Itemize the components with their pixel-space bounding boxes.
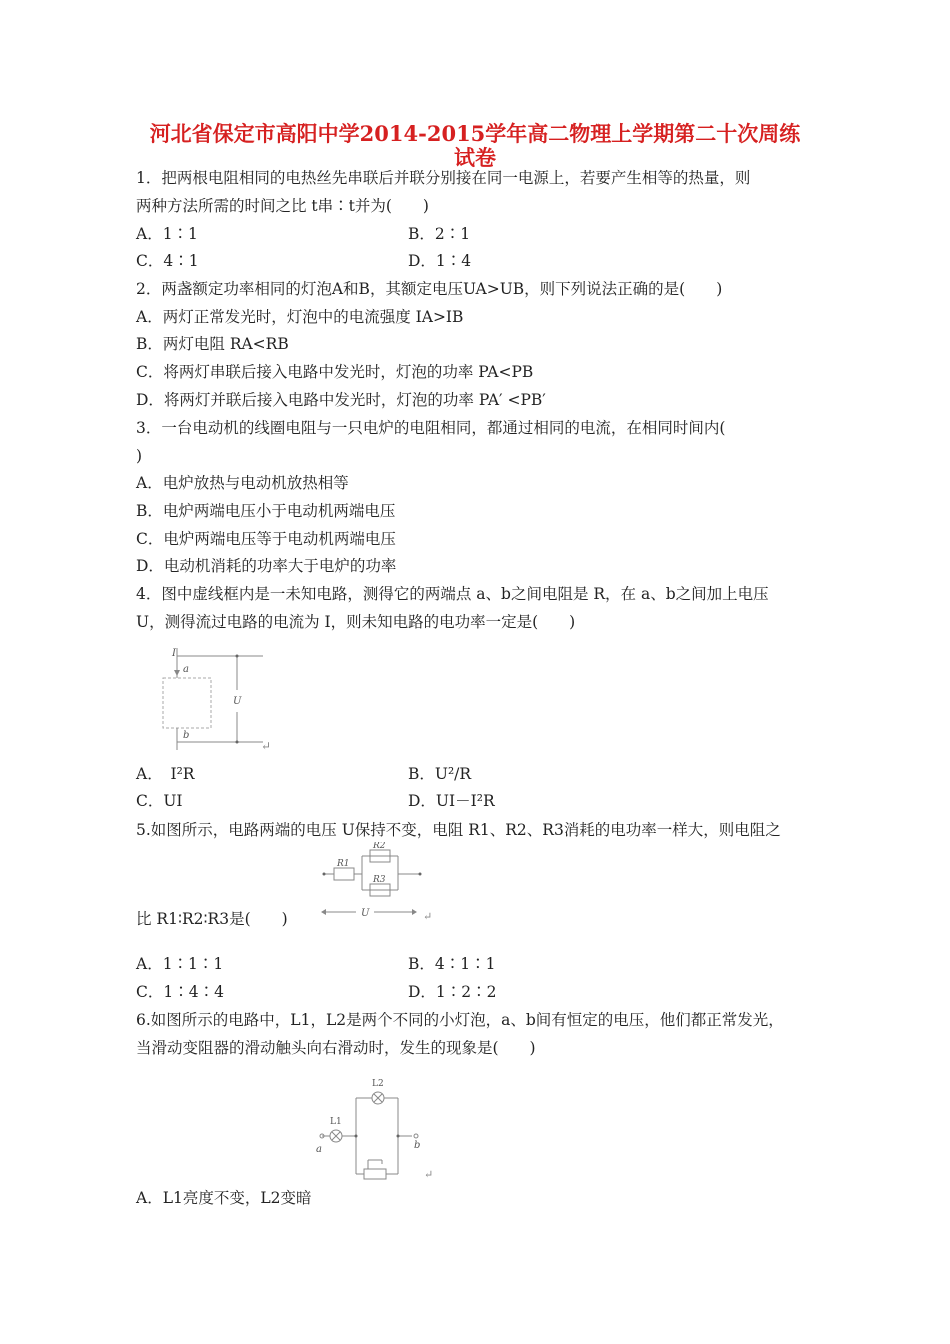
q5-circuit-figure: [320, 842, 440, 924]
q5-option-b: B．4∶1∶1: [408, 955, 496, 973]
q5-option-c: C．1∶4∶4: [136, 983, 224, 1001]
q6-option-a: A．L1亮度不变，L2变暗: [136, 1189, 312, 1207]
q4-fig-label-b: b: [183, 730, 190, 741]
q6-stem-line1: 6.如图所示的电路中，L1，L2是两个不同的小灯泡，a、b间有恒定的电压，他们都正常发光，: [136, 1011, 784, 1029]
q4-fig-label-u: U: [233, 696, 242, 707]
q6-fig-label-l2: L2: [372, 1079, 384, 1089]
q2-option-d: D．将两灯并联后接入电路中发光时，灯泡的功率 PA′ <PB′: [136, 391, 546, 409]
q1-stem-line2: 两种方法所需的时间之比 t串∶t并为( ): [136, 197, 429, 215]
q3-option-c: C．电炉两端电压等于电动机两端电压: [136, 530, 396, 548]
q2-option-b: B．两灯电阻 RA<RB: [136, 335, 289, 353]
q3-option-d: D．电动机消耗的功率大于电炉的功率: [136, 557, 397, 575]
q4-option-c: C．UI: [136, 792, 183, 810]
q6-fig-return-mark: ↵: [424, 1168, 434, 1181]
q6-stem-line2: 当滑动变阻器的滑动触头向右滑动时，发生的现象是( ): [136, 1039, 536, 1057]
q4-fig-label-a: a: [183, 664, 189, 675]
q5-fig-label-r3: R3: [373, 875, 386, 885]
q5-fig-label-r1: R1: [337, 859, 350, 869]
page-title: [120, 122, 830, 170]
q1-option-b: B．2∶1: [408, 225, 471, 243]
q5-fig-label-u: U: [361, 908, 370, 919]
q6-fig-label-a: a: [316, 1144, 322, 1155]
q1-option-a: A．1∶1: [136, 225, 198, 243]
q5-stem-line2: 比 R1∶R2∶R3是( ): [136, 910, 288, 928]
q6-fig-label-b: b: [414, 1140, 421, 1151]
q1-option-d: D．1∶4: [408, 252, 472, 270]
q4-stem-line1: 4．图中虚线框内是一未知电路，测得它的两端点 a、b之间电阻是 R，在 a、b之间加上电压: [136, 585, 769, 603]
q5-stem: 5.如图所示，电路两端的电压 U保持不变，电阻 R1、R2、R3消耗的电功率一样大，则电阻之: [136, 821, 781, 839]
q5-option-d: D．1∶2∶2: [408, 983, 497, 1001]
q5-option-a: A．1∶1∶1: [136, 955, 224, 973]
q2-option-a: A．两灯正常发光时，灯泡中的电流强度 IA>IB: [136, 308, 464, 326]
q4-fig-label-i: I: [172, 648, 176, 659]
q1-stem-line1: 1．把两根电阻相同的电热丝先串联后并联分别接在同一电源上，若要产生相等的热量，则: [136, 169, 751, 187]
q4-option-b: B．U²/R: [408, 765, 472, 783]
q3-option-b: B．电炉两端电压小于电动机两端电压: [136, 502, 396, 520]
q2-option-c: C．将两灯串联后接入电路中发光时，灯泡的功率 PA<PB: [136, 363, 534, 381]
q6-circuit-figure: [312, 1076, 442, 1184]
q3-option-a: A．电炉放热与电动机放热相等: [136, 474, 349, 492]
q5-fig-return-mark: ↵: [423, 910, 433, 923]
q3-stem-line1: 3．一台电动机的线圈电阻与一只电炉的电阻相同，都通过相同的电流，在相同时间内(: [136, 419, 726, 437]
q4-circuit-figure: [155, 640, 275, 755]
q4-stem-line2: U，测得流过电路的电流为 I，则未知电路的电功率一定是( ): [136, 613, 576, 631]
q1-option-c: C．4∶1: [136, 252, 199, 270]
title-line-1: 河北省保定市高阳中学2014-2015学年高二物理上学期第二十次周练: [149, 121, 801, 146]
q2-stem: 2．两盏额定功率相同的灯泡A和B，其额定电压UA>UB，则下列说法正确的是( ): [136, 280, 723, 298]
q4-option-d: D．UI－I²R: [408, 792, 495, 810]
q6-fig-label-l1: L1: [330, 1117, 342, 1127]
q4-fig-return-mark: ↵: [261, 739, 272, 753]
q5-fig-label-r2: R2: [373, 842, 386, 851]
title-line-2: 试卷: [454, 145, 496, 170]
q4-option-a: A． I²R: [136, 765, 195, 783]
q3-stem-line2: ): [136, 447, 143, 465]
